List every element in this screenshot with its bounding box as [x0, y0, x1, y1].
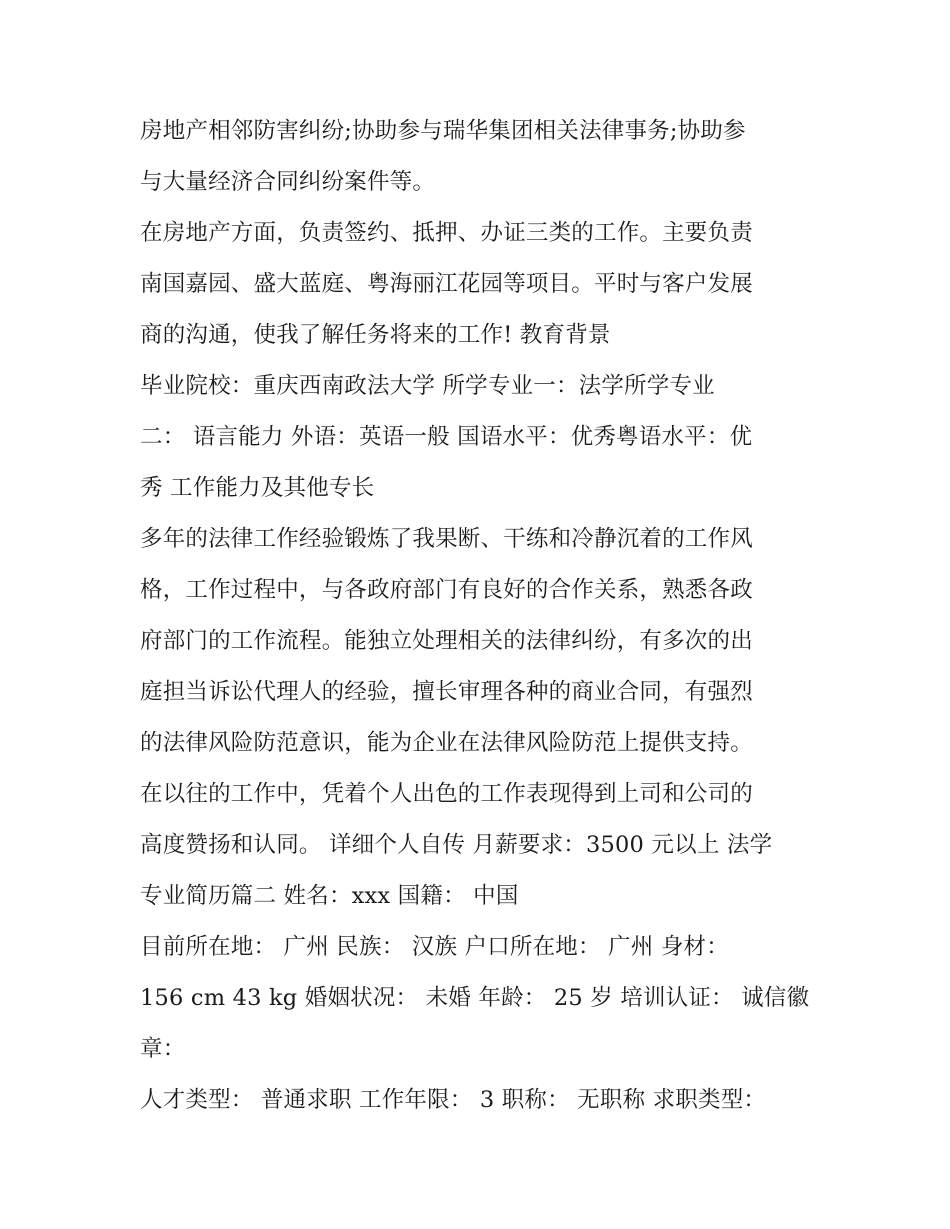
text-line: 商的沟通，使我了解任务将来的工作! 教育背景 — [140, 322, 611, 348]
text-line: 多年的法律工作经验锻炼了我果断、干练和冷静沉着的工作风 — [140, 526, 753, 552]
text-line: 与大量经济合同纠纷案件等。 — [140, 169, 436, 195]
text-line: 南国嘉园、盛大蓝庭、粤海丽江花园等项目。平时与客户发展 — [140, 271, 753, 297]
text-line: 156 cm 43 kg 婚姻状况： 未婚 年龄： 25 岁 培训认证： 诚信徽 — [140, 985, 810, 1011]
text-line: 在以往的工作中，凭着个人出色的工作表现得到上司和公司的 — [140, 781, 753, 807]
text-line: 府部门的工作流程。能独立处理相关的法律纠纷，有多次的出 — [140, 628, 753, 654]
text-line: 目前所在地： 广州 民族： 汉族 户口所在地： 广州 身材： — [140, 934, 729, 960]
text-line: 的法律风险防范意识，能为企业在法律风险防范上提供支持。 — [140, 730, 753, 756]
text-line: 章： — [140, 1036, 186, 1062]
text-line: 在房地产方面，负责签约、抵押、办证三类的工作。主要负责 — [140, 220, 753, 246]
text-line: 庭担当诉讼代理人的经验，擅长审理各种的商业合同，有强烈 — [140, 679, 753, 705]
text-line: 高度赞扬和认同。 详细个人自传 月薪要求：3500 元以上 法学 — [140, 832, 773, 858]
document-body — [140, 106, 820, 1126]
text-line: 二： 语言能力 外语：英语一般 国语水平：优秀粤语水平：优 — [140, 424, 753, 450]
text-line: 格，工作过程中，与各政府部门有良好的合作关系，熟悉各政 — [140, 577, 753, 603]
text-line: 房地产相邻防害纠纷;协助参与瑞华集团相关法律事务;协助参 — [140, 118, 746, 144]
text-line: 人才类型： 普通求职 工作年限： 3 职称： 无职称 求职类型： — [140, 1087, 767, 1113]
text-line: 专业简历篇二 姓名：xxx 国籍： 中国 — [140, 883, 519, 909]
text-line: 秀 工作能力及其他专长 — [140, 475, 375, 501]
text-line: 毕业院校：重庆西南政法大学 所学专业一：法学所学专业 — [140, 373, 715, 399]
